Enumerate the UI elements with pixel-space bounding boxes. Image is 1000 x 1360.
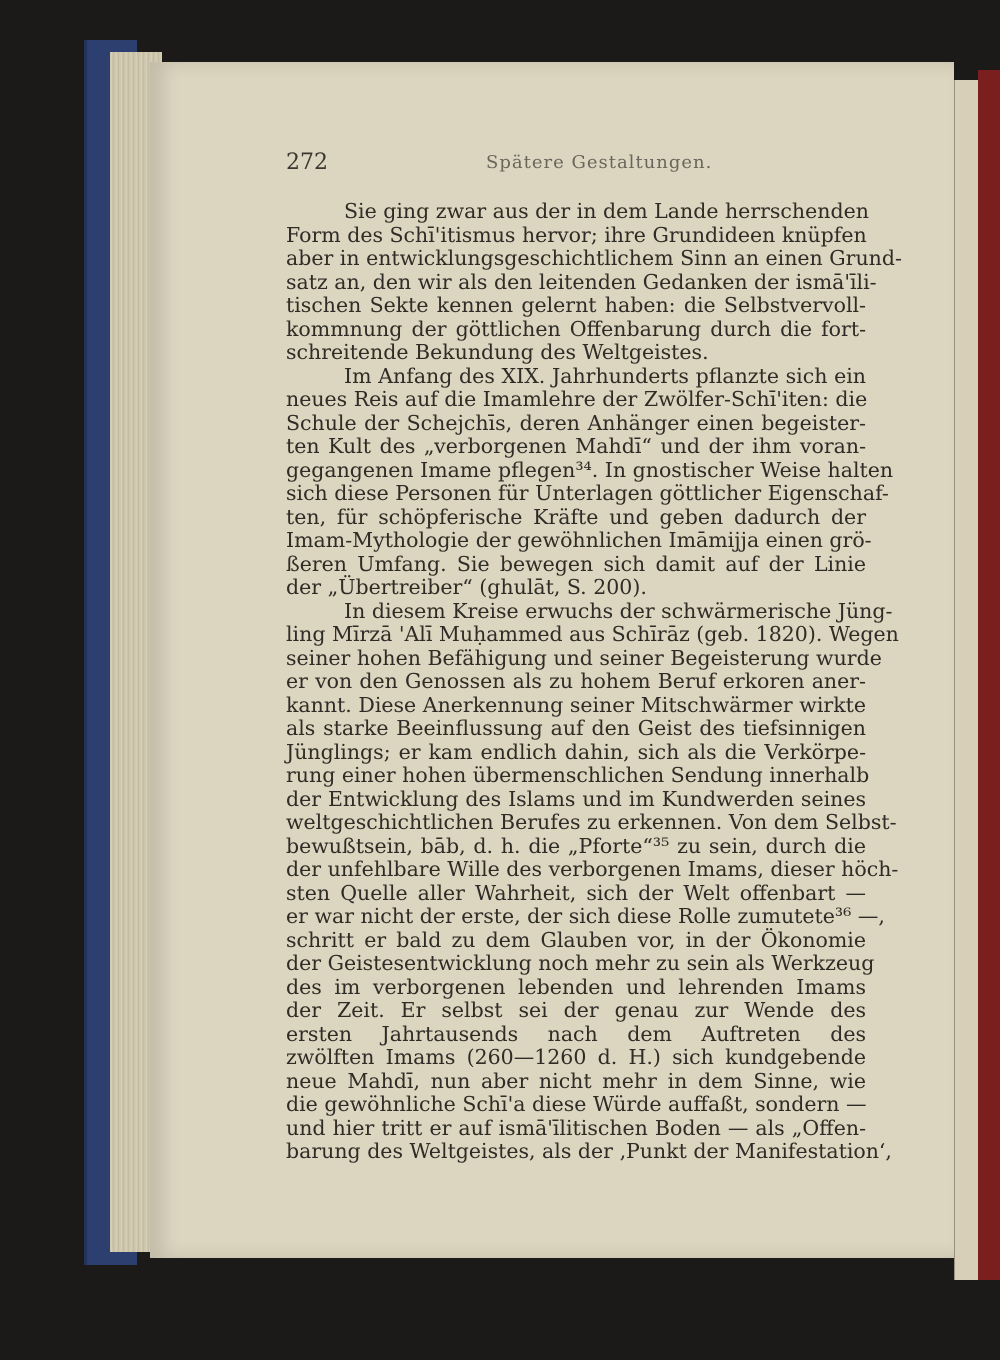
text-line: kannt. Diese Anerkennung seiner Mitschwärmer wirkte	[286, 692, 866, 717]
text-line: Jünglings; er kam endlich dahin, sich als die Verkörpe-	[286, 739, 866, 764]
text-line: ßeren Umfang. Sie bewegen sich damit auf der Linie	[286, 551, 866, 576]
text-line: zwölften Imams (260—1260 d. H.) sich kundgebende	[286, 1045, 866, 1069]
text-line: barung des Weltgeistes, als der ‚Punkt der Manifestation‘,	[286, 1139, 892, 1163]
text-line: Form des Schī'itismus hervor; ihre Grundideen knüpfen	[286, 222, 867, 247]
text-line: sten Quelle aller Wahrheit, sich der Welt offenbart —	[286, 880, 866, 905]
text-line: tischen Sekte kennen gelernt haben: die Selbstvervoll-	[286, 293, 866, 317]
text-line: schritt er bald zu dem Glauben vor, in der Ökonomie	[286, 927, 866, 952]
text-line: Imam-Mythologie der gewöhnlichen Imāmijja einen grö-	[286, 528, 872, 552]
text-line: schreitende Bekundung des Weltgeistes.	[286, 340, 709, 364]
text-line: der Geistesentwicklung noch mehr zu sein als Werkzeug	[286, 951, 875, 975]
text-line: bewußtsein, bāb, d. h. die „Pforte“³⁵ zu sein, durch die	[286, 833, 866, 858]
running-title: Spätere Gestaltungen.	[486, 152, 713, 173]
body-text	[286, 199, 902, 1164]
text-line: sich diese Personen für Unterlagen göttlicher Eigenschaf-	[286, 481, 889, 505]
text-line: neues Reis auf die Imamlehre der Zwölfer-Schī'iten: die	[286, 387, 868, 411]
page-header	[286, 150, 866, 178]
text-line: gegangenen Imame pflegen³⁴. In gnostischer Weise halten	[286, 457, 894, 482]
text-line: ten, für schöpferische Kräfte und geben dadurch der	[286, 504, 866, 529]
text-line: kommnung der göttlichen Offenbarung durch die fort-	[286, 316, 866, 341]
text-line: er von den Genossen als zu hohem Beruf erkoren aner-	[286, 669, 866, 693]
text-line: ersten Jahrtausends nach dem Auftreten des	[286, 1021, 866, 1046]
text-line: der unfehlbare Wille des verborgenen Imams, dieser höch-	[286, 857, 899, 881]
text-line: der Entwicklung des Islams und im Kundwerden seines	[286, 786, 866, 811]
text-line: Schule der Schejchīs, deren Anhänger einen begeister-	[286, 410, 866, 435]
text-line: ten Kult des „verborgenen Mahdī“ und der ihm voran-	[286, 434, 866, 458]
text-line: Sie ging zwar aus der in dem Lande herrschenden	[344, 199, 869, 223]
text-line: der „Übertreiber“ (ghulāt, S. 200).	[286, 575, 647, 599]
text-line: neue Mahdī, nun aber nicht mehr in dem Sinne, wie	[286, 1068, 866, 1093]
text-line: er war nicht der erste, der sich diese Rolle zumutete³⁶ —,	[286, 904, 885, 928]
page-number: 272	[286, 150, 328, 175]
text-line: und hier tritt er auf ismā'īlitischen Boden — als „Offen-	[286, 1115, 866, 1140]
text-line: rung einer hohen übermenschlichen Sendung innerhalb	[286, 763, 870, 787]
text-line: als starke Beeinflussung auf den Geist des tiefsinnigen	[286, 716, 866, 740]
text-line: satz an, den wir als den leitenden Gedanken der ismā'īli-	[286, 269, 877, 294]
text-line: Im Anfang des XIX. Jahrhunderts pflanzte sich ein	[344, 363, 866, 388]
text-line: die gewöhnliche Schī'a diese Würde auffaßt, sondern —	[286, 1092, 867, 1116]
text-line: der Zeit. Er selbst sei der genau zur Wende des	[286, 998, 866, 1022]
book-cover-right	[978, 70, 1000, 1280]
text-line: seiner hohen Befähigung und seiner Begeisterung wurde	[286, 645, 882, 670]
text-line: In diesem Kreise erwuchs der schwärmerische Jüng-	[344, 598, 893, 623]
text-line: aber in entwicklungsgeschichtlichem Sinn an einen Grund-	[286, 246, 902, 270]
text-line: ling Mīrzā 'Alī Muḥammed aus Schīrāz (geb. 1820). Wegen	[286, 622, 899, 646]
text-line: des im verborgenen lebenden und lehrenden Imams	[286, 974, 866, 999]
text-line: weltgeschichtlichen Berufes zu erkennen. Von dem Selbst-	[286, 810, 897, 834]
